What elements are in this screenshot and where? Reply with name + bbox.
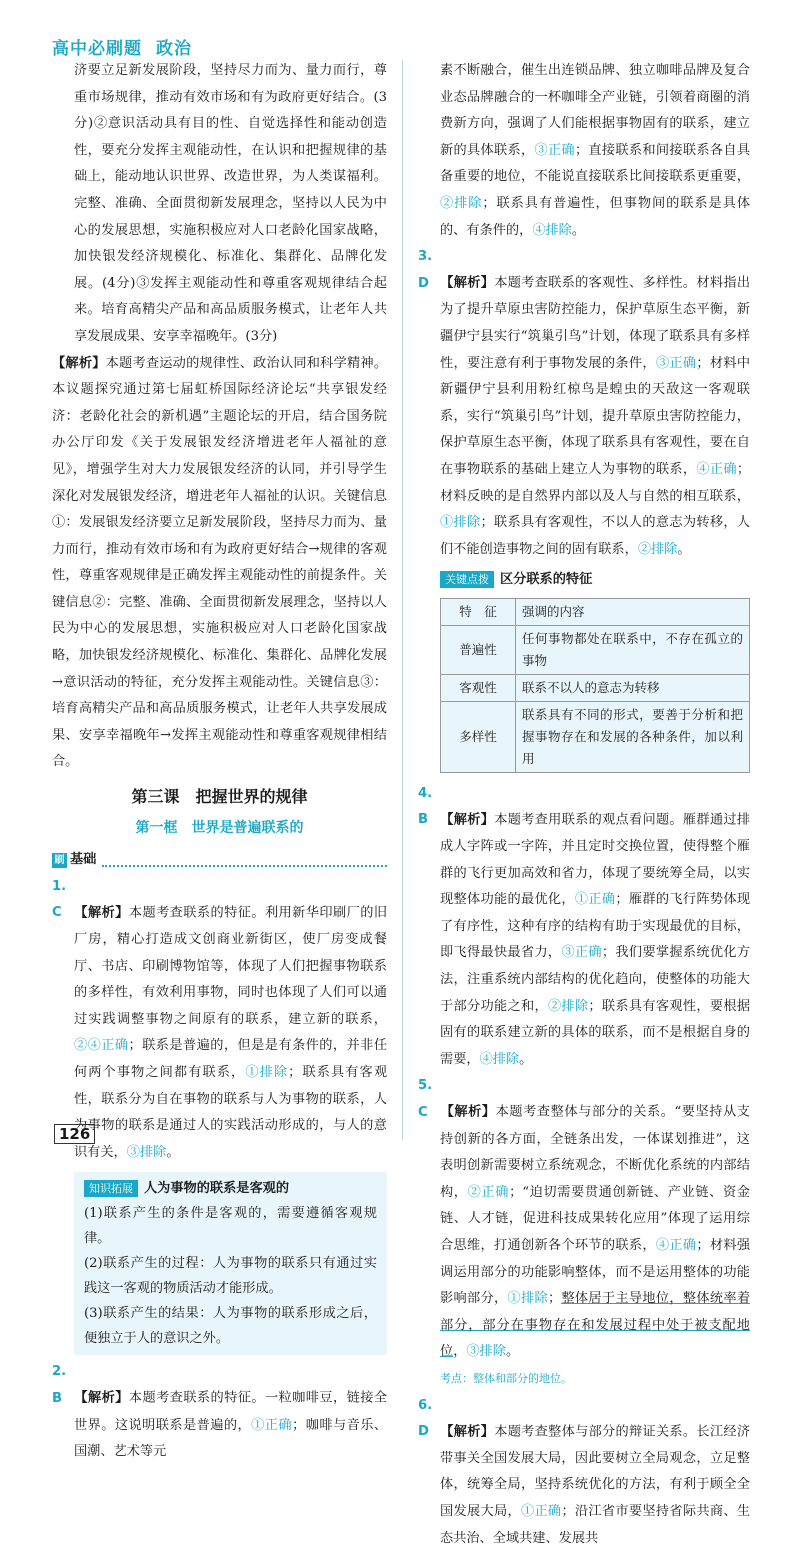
page-number: 126 xyxy=(54,1124,95,1144)
q1-number: 1. C xyxy=(52,878,67,921)
column-divider xyxy=(402,60,403,1140)
exam-point-note: 考点：整体和部分的地位。 xyxy=(440,1371,572,1385)
question-4 xyxy=(418,781,750,1074)
table-cell: 任何事物都处在联系中，不存在孤立的事物 xyxy=(516,625,750,674)
q4-text-a: 本题考查用联系的观点看问题。雁群通过排成人字阵或一字阵，并且定时交换位置，使得整个雁群的飞行更加高效和省力，体现了要统筹全局，以实现整体功能的最优化， xyxy=(440,812,751,908)
lesson-title: 第三课 把握世界的规律 xyxy=(131,787,308,807)
q4-tag-3: ②排除 xyxy=(547,998,589,1014)
table-row xyxy=(441,674,750,701)
q2-text-a: 本题考查联系的特征。一粒咖啡豆，链接全世界。这说明联系是普遍的， xyxy=(74,1390,388,1433)
keypoint-tag: 关键点拨 xyxy=(440,571,494,588)
continued-answer: 济要立足新发展阶段，坚持尽力而为、量力而行，尊重市场规律，推动有效市场和有为政府更好结合。(3分)②意识活动具有目的性、自觉选择性和能动创造性，要充分发挥主观能动性，在认识和把握规律的基础上，能动地认识世界、改造世界，为人类谋福利。完整、准确、全面贯彻新发展理念，坚持以人民为中心的发展思想，实施积极应对人口老龄化国家战略，加快银发经济规模化、标准化、集群化、品牌化发展。(4分)③发挥主观能动性和尊重客观规律结合起来。培育高精尖产品和高品质服务模式，让老年人共享发展成果、安享幸福晚年。(3分) xyxy=(74,63,387,344)
question-1 xyxy=(52,874,387,1167)
q5-tag-2: ④正确 xyxy=(655,1237,697,1253)
analysis-text: 本题考查运动的规律性、政治认同和科学精神。本议题探究通过第七届虹桥国际经济论坛“共享银发经济：老龄化社会的新机遇”主题论坛的开启，结合国务院办公厅印发《关于发展银发经济增进老年人福祉的意见》，增强学生对大力发展银发经济的认同，并引导学生深化对发展银发经济，增进老年人福祉的认识。关键信息①：发展银发经济要立足新发展阶段，坚持尽力而为、量力而行，推动有效市场和有为政府更好结合→规律的客观性，尊重客观规律是正确发挥主观能动性的前提条件。关键信息②：完整、准确、全面贯彻新发展理念，坚持以人民为中心的发展思想，实施积极应对人口老龄化国家战略，加快银发经济规模化、标准化、集群化、品牌化发展→意识活动的特征，充分发挥主观能动性。关键信息③：培育高精尖产品和高品质服务模式，让老年人共享发展成果、安享幸福晚年→发挥主观能动性和尊重客观规律相结合。 xyxy=(52,355,388,770)
q2c-tag-1: ③正确 xyxy=(534,142,575,158)
table-header: 特 征 xyxy=(441,598,516,625)
q2-tag-1: ①正确 xyxy=(251,1417,293,1433)
knowledge-title: 人为事物的联系是客观的 xyxy=(144,1181,290,1197)
dotted-rule xyxy=(102,855,387,867)
q1-text-b: ；联系是普遍的，但是是有条件的，并非任何两个事物之间都有联系， xyxy=(74,1038,388,1080)
knowledge-tag: 知识拓展 xyxy=(84,1180,138,1197)
q2c-text-a: 素不断融合，催生出连锁品牌、独立咖啡品牌及复合业态品牌融合的一杯咖啡全产业链，引领着商圈的消费新方向，强调了人们能根据事物固有的联系，建立新的具体联系， xyxy=(440,63,750,158)
q2c-tag-2: ②排除 xyxy=(440,195,483,211)
q4-text-c: ；我们要掌握系统优化方法，注重系统内部结构的优化趋向，使整体的功能大于部分功能之和， xyxy=(440,945,751,1014)
question-2-continued xyxy=(418,58,750,244)
q1-tag-2: ①排除 xyxy=(245,1064,289,1080)
q5-underlined: 整体居于主导地位，整体统率着部分，部分在事物存在和发展过程中处于被支配地位 xyxy=(440,1291,751,1360)
q2c-text-d: 。 xyxy=(571,222,586,238)
analysis-label: 【解析】 xyxy=(52,355,106,371)
question-2 xyxy=(52,1359,387,1465)
q1-label: 【解析】 xyxy=(74,905,129,921)
q3-tag-4: ②排除 xyxy=(637,541,678,557)
q2c-text-c: ；联系具有普遍性，但事物间的联系是具体的、有条件的， xyxy=(440,195,751,238)
table-header-row xyxy=(441,598,750,625)
q3-number: 3. D xyxy=(418,249,433,291)
q5-text-d: ； xyxy=(547,1291,562,1307)
q3-text-e: 。 xyxy=(677,541,691,557)
question-3 xyxy=(418,244,750,563)
knowledge-item: (2)联系产生的过程：人为事物的联系只有通过实践这一客观的物质活动才能形成。 xyxy=(84,1256,377,1297)
q6-text-b: ；沿江省市要坚持省际共商、生态共治、全域共建、发展共 xyxy=(440,1503,751,1546)
q3-text-d: ；联系具有客观性，不以人的意志为转移，人们不能创造事物之间的固有联系， xyxy=(440,515,751,557)
table-cell: 联系具有不同的形式，要善于分析和把握事物存在和发展的各种条件，加以利用 xyxy=(516,701,750,772)
q2c-text-b: ；直接联系和间接联系各自具备重要的地位，不能说直接联系比间接联系更重要， xyxy=(440,142,751,185)
q5-text-f: 。 xyxy=(505,1344,520,1360)
q3-text-a: 本题考查联系的客观性、多样性。材料指出为了提升草原虫害防控能力，保护草原生态平衡，新疆伊宁县实行“筑巢引鸟”计划，体现了联系具有多样性，要注意有利于事物发展的条件， xyxy=(440,275,751,371)
q2-text-b: ；咖啡与音乐、国潮、艺术等元 xyxy=(74,1417,388,1460)
q5-text-e: ， xyxy=(453,1344,467,1360)
q3-label: 【解析】 xyxy=(440,275,495,291)
q2c-tag-3: ④排除 xyxy=(532,222,572,238)
q5-tag-1: ②正确 xyxy=(467,1184,510,1200)
q1-text-a: 本题考查联系的特征。利用新华印刷厂的旧厂房，精心打造成文创商业新街区，使厂房变成餐厅、书店、印刷博物馆等，体现了人们把握事物联系的多样性，有效利用事物，同时也体现了人们可以通过实践调整事物之间原有的联系，建立新的联系， xyxy=(74,905,388,1027)
table-row xyxy=(441,625,750,674)
q6-tag-1: ①正确 xyxy=(520,1503,562,1519)
q3-tag-2: ④正确 xyxy=(696,461,737,477)
q4-tag-2: ③正确 xyxy=(561,945,602,961)
section-title: 第一框 世界是普遍联系的 xyxy=(135,819,304,836)
q4-text-d: ；联系具有客观性，要根据固有的联系建立新的具体的联系，而不是根据自身的需要， xyxy=(440,998,751,1067)
q4-number: 4. B xyxy=(418,785,433,828)
knowledge-item: (3)联系产生的结果：人为事物的联系形成之后，便独立于人的意识之外。 xyxy=(84,1306,377,1347)
q5-tag-4: ③排除 xyxy=(466,1344,506,1360)
table-cell: 普遍性 xyxy=(441,625,516,674)
q2-label: 【解析】 xyxy=(74,1390,129,1406)
analysis-paragraph xyxy=(52,351,387,777)
q5-text-b: ；“迫切需要贯通创新链、产业链、资金链、人才链，促进科技成果转化应用”体现了运用综合思维，打通创新各个环节的联系， xyxy=(440,1184,750,1253)
q4-label: 【解析】 xyxy=(440,812,495,828)
table-cell: 客观性 xyxy=(441,674,516,701)
q5-label: 【解析】 xyxy=(440,1105,496,1120)
q5-tag-3: ①排除 xyxy=(507,1291,548,1307)
subject-title: 政治 xyxy=(156,39,192,59)
table-cell: 联系不以人的意志为转移 xyxy=(516,674,750,701)
q6-text-a: 本题考查整体与部分的辩证关系。长江经济带事关全国发展大局，因此要树立全局观念，立足整体，统筹全局，坚持系统优化的方法，有利于顾全全国发展大局， xyxy=(440,1424,751,1519)
q2-number: 2. B xyxy=(52,1364,67,1406)
feature-table xyxy=(440,598,750,773)
keypoint-title: 区分联系的特征 xyxy=(500,572,593,588)
q6-number: 6. D xyxy=(418,1397,433,1440)
q4-text-e: 。 xyxy=(519,1051,533,1067)
knowledge-item: (1)联系产生的条件是客观的，需要遵循客观规律。 xyxy=(84,1206,377,1247)
q1-text-d: 。 xyxy=(166,1144,180,1160)
q3-text-c: ；材料反映的是自然界内部以及人与自然的相互联系， xyxy=(440,461,751,504)
brush-icon: 刷 xyxy=(52,853,67,868)
q4-tag-1: ①正确 xyxy=(574,892,616,908)
q5-text-a: 本题考查整体与部分的关系。“要坚持从支持创新的各方面，全链条出发，一体谋划推进”，这表明创新需要树立系统观念，不断优化系统的内部结构， xyxy=(440,1105,750,1200)
table-header: 强调的内容 xyxy=(516,598,750,625)
knowledge-box xyxy=(74,1172,387,1355)
q3-tag-3: ①排除 xyxy=(440,515,481,531)
q6-label: 【解析】 xyxy=(440,1424,495,1440)
q5-text-c: ；材料强调运用部分的功能影响整体，而不是运用整体的功能影响部分， xyxy=(440,1237,751,1307)
q4-text-b: ；雁群的飞行阵势体现了有序性，这种有序的结构有助于实现最优的目标，即飞得最快最省力， xyxy=(440,892,751,961)
q1-text-c: ；联系具有客观性，联系分为自在事物的联系与人为事物的联系，人为事物的联系是通过人的实践活动形成的，与人的意识有关， xyxy=(74,1064,388,1160)
q3-tag-1: ③正确 xyxy=(655,355,697,371)
basics-label: 基础 xyxy=(70,852,97,868)
question-6 xyxy=(418,1393,750,1552)
table-row xyxy=(441,701,750,772)
page-header xyxy=(52,34,206,59)
q1-tag-1: ②④正确 xyxy=(74,1038,129,1054)
right-column xyxy=(418,58,750,1552)
basics-heading xyxy=(52,847,387,874)
keypoint-heading xyxy=(440,567,750,594)
table-cell: 多样性 xyxy=(441,701,516,772)
q5-number: 5. C xyxy=(418,1078,433,1120)
q4-tag-4: ④排除 xyxy=(479,1051,520,1067)
q3-text-b: ；材料中新疆伊宁县利用粉红椋鸟是蝗虫的天敌这一客观联系，实行“筑巢引鸟”计划，提升草原虫害防控能力，保护草原生态平衡，体现了联系具有客观性，要在自在事物联系的基础上建立人为事物的联系， xyxy=(440,355,751,477)
question-5 xyxy=(418,1073,750,1366)
book-title: 高中必刷题 xyxy=(52,39,142,59)
left-column xyxy=(52,58,387,1466)
q1-tag-3: ③排除 xyxy=(126,1144,167,1160)
